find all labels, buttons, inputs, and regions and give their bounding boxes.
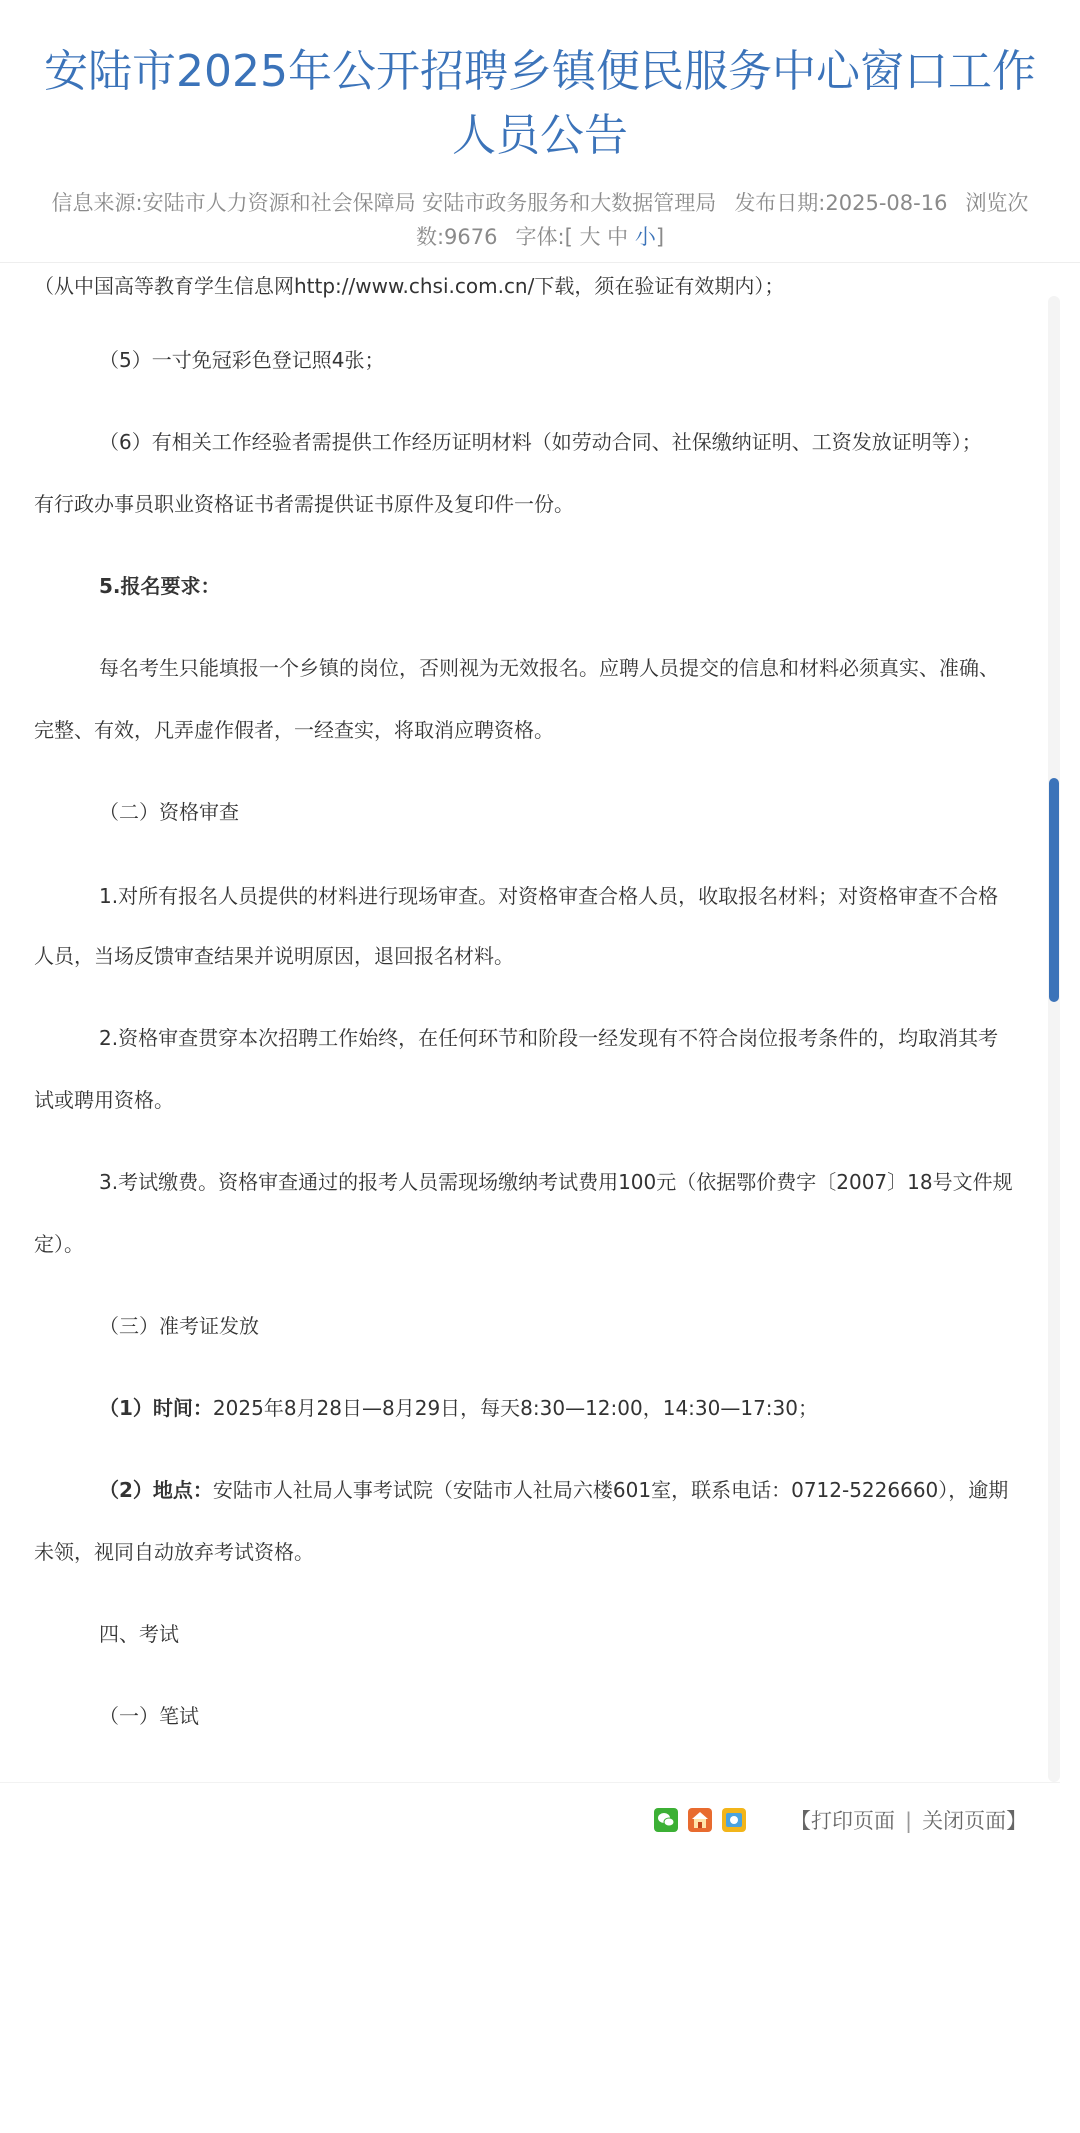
scrollbar-thumb[interactable] xyxy=(1049,778,1059,1002)
font-close-bracket: ] xyxy=(655,225,665,249)
ticket-location-value: 安陆市人社局人事考试院（安陆市人社局六楼601室，联系电话：0712-5226660），逾期 xyxy=(212,1478,1009,1502)
paragraph-review-2: 2.资格审查贯穿本次招聘工作始终，在任何环节和阶段一经发现有不符合岗位报考条件的，均取消其考 xyxy=(99,1026,999,1050)
paragraph-chsi-note: （从中国高等教育学生信息网http://www.chsi.com.cn/下载，须在验证有效期内）； xyxy=(34,274,785,298)
paragraph-work-proof-cont: 有行政办事员职业资格证书者需提供证书原件及复印件一份。 xyxy=(34,492,574,516)
ticket-time-label: （1）时间： xyxy=(99,1396,213,1420)
heading-qualification-review: （二）资格审查 xyxy=(99,800,239,824)
page-title-line2: 人员公告 xyxy=(452,110,628,161)
date-value: 2025-08-16 xyxy=(825,191,948,215)
ticket-location-label: （2）地点： xyxy=(99,1478,213,1502)
article-meta xyxy=(20,186,1060,254)
weibo-icon[interactable] xyxy=(722,1808,746,1832)
actions-separator: | xyxy=(905,1809,913,1833)
font-size-label: 字体: xyxy=(515,225,565,249)
wechat-icon[interactable] xyxy=(654,1808,678,1832)
paragraph-photo: （5）一寸免冠彩色登记照4张； xyxy=(99,348,385,372)
paragraph-work-proof: （6）有相关工作经验者需提供工作经历证明材料（如劳动合同、社保缴纳证明、工资发放证明等）； xyxy=(99,430,982,454)
source-label: 信息来源: xyxy=(51,191,143,215)
ticket-time-value: 2025年8月28日—8月29日，每天8:30—12:00，14:30—17:30； xyxy=(212,1396,818,1420)
paragraph-requirements: 每名考生只能填报一个乡镇的岗位，否则视为无效报名。应聘人员提交的信息和材料必须真实、准确、 xyxy=(99,656,999,680)
heading-registration-requirements: 5.报名要求： xyxy=(99,574,221,598)
paragraph-requirements-cont: 完整、有效，凡弄虚作假者，一经查实，将取消应聘资格。 xyxy=(34,718,554,742)
paragraph-ticket-time xyxy=(34,1378,1060,1438)
header-divider xyxy=(0,262,1080,263)
font-small-link[interactable]: 小 xyxy=(634,225,656,249)
heading-admission-ticket: （三）准考证发放 xyxy=(99,1314,259,1338)
font-open-bracket: [ xyxy=(564,225,573,249)
heading-written-exam: （一）笔试 xyxy=(99,1704,199,1728)
article-body-scroll-area[interactable] xyxy=(0,266,1060,1783)
views-value: 9676 xyxy=(444,225,498,249)
paragraph-ticket-location-cont: 未领，视同自动放弃考试资格。 xyxy=(34,1540,314,1564)
actions-close-bracket: 】 xyxy=(1006,1809,1028,1833)
scrollbar-track[interactable] xyxy=(1048,296,1060,1782)
source-value: 安陆市人力资源和社会保障局 安陆市政务服务和大数据管理局 xyxy=(142,191,717,215)
footer-bar xyxy=(0,1800,1080,1846)
print-page-link[interactable]: 打印页面 xyxy=(811,1809,895,1833)
qzone-icon[interactable] xyxy=(688,1808,712,1832)
paragraph-review-3: 3.考试缴费。资格审查通过的报考人员需现场缴纳考试费用100元（依据鄂价费字〔2007〕18号文件规 xyxy=(99,1170,1013,1194)
paragraph-review-1-cont: 人员，当场反馈审查结果并说明原因，退回报名材料。 xyxy=(34,944,514,968)
paragraph-review-1: 1.对所有报名人员提供的材料进行现场审查。对资格审查合格人员，收取报名材料；对资格审查不合格 xyxy=(99,884,999,908)
paragraph-review-3-cont: 定）。 xyxy=(34,1232,84,1256)
font-large-link[interactable]: 大 xyxy=(579,225,601,249)
font-size-switcher xyxy=(565,225,664,249)
actions-open-bracket: 【 xyxy=(790,1809,811,1833)
page-title xyxy=(10,40,1070,168)
font-medium-link[interactable]: 中 xyxy=(607,225,629,249)
paragraph-review-2-cont: 试或聘用资格。 xyxy=(34,1088,174,1112)
views-label: 浏览次数: xyxy=(415,191,1029,249)
page-actions xyxy=(790,1804,1027,1838)
date-label: 发布日期: xyxy=(734,191,826,215)
paragraph-ticket-location xyxy=(34,1460,1060,1520)
heading-exam: 四、考试 xyxy=(99,1622,179,1646)
page-title-line1: 安陆市2025年公开招聘乡镇便民服务中心窗口工作 xyxy=(44,46,1036,97)
close-page-link[interactable]: 关闭页面 xyxy=(922,1809,1007,1833)
